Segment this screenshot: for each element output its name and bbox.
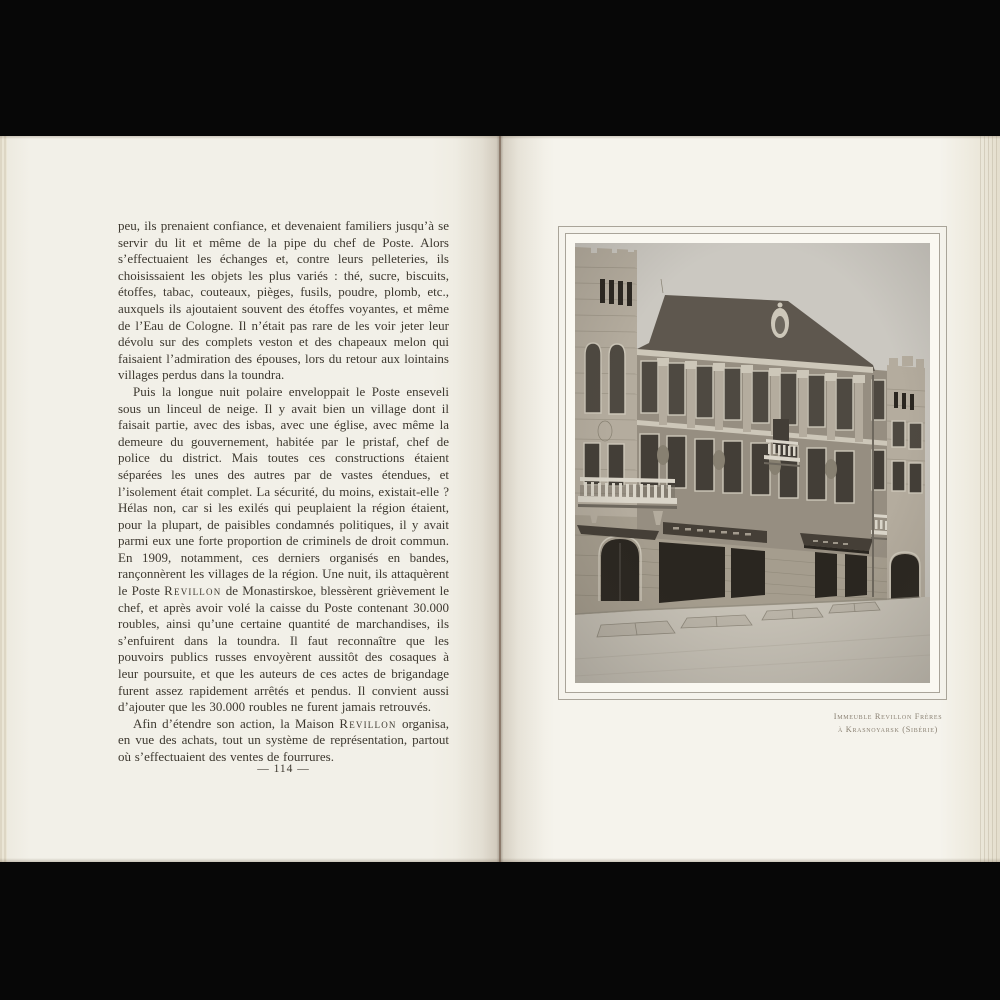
building-photo-illustration (575, 243, 930, 683)
page-bottom-edge (0, 858, 500, 862)
plate-caption-line1: Immeuble Revillon Frères (833, 712, 943, 721)
photo-plate (558, 226, 947, 700)
book-spread (0, 136, 1000, 862)
photo-plate-inner-frame (565, 233, 940, 693)
page-top-edge (500, 136, 1000, 139)
paragraph: peu, ils prenaient confiance, et devenaient familiers jusqu’à se servir du lit et même de la pipe du chef de Poste. Alors s’effectuaient les échanges et, contre leurs pelleteries, ils choisissaient les objets les plus variés : thé, sucre, biscuits, étoffes, tabac, couteaux, pièges, fusils, poudre, plomb, etc., auxquels ils ajoutaient souvent des étoffes voyantes, et même de l’Eau de Cologne. Il n’était pas rare de les voir jeter leur dévolu sur des complets veston et des chapeaux melon qui faisaient l’admiration des épouses, lors du retour aux lointains villages perdus dans la toundra. (118, 218, 449, 383)
paragraph: Afin d’étendre son action, la Maison Revillon organisa, en vue des achats, tout un système de représentation, partout où s’effectuaient des ventes de fourrures. (118, 715, 449, 764)
left-page (0, 136, 500, 862)
page-edge-stack-right (980, 136, 1000, 862)
body-text (118, 218, 449, 766)
plate-caption (818, 710, 958, 736)
plate-caption-line2: à Krasnoyarsk (Sibérie) (837, 725, 939, 734)
photo-vignette (575, 243, 930, 683)
building-photograph (575, 243, 930, 683)
spine-crease (499, 136, 501, 862)
right-page (500, 136, 1000, 862)
page-edge-stack-left (0, 136, 7, 862)
page-bottom-edge (500, 858, 1000, 862)
page-number: — 114 — (257, 763, 310, 775)
paragraph: Puis la longue nuit polaire enveloppait le Poste enseveli sous un linceul de neige. Il y avait bien un village dont il faisait partie, avec des isbas, avec une église, avec même la demeure du gouvernement, habitée par le pristaf, chef de police du district. Mais toutes ces constructions étaient séparées les unes des autres par de vastes étendues, et l’isolement était complet. La sécurité, du moins, existait-elle ? Hélas non, car si les exilés qui peuplaient la région étaient, pour la plupart, de paisibles condamnés politiques, il y avait parmi eux une forte proportion de criminels de droit commun. En 1909, notamment, ces derniers organisés en bandes, rançonnèrent les villages de la région. Une nuit, ils attaquèrent le Poste Revillon de Monastirskoe, blessèrent grièvement le chef, et après avoir volé la caisse du Poste contenant 30.000 roubles, ainsi qu’une certaine quantité de marchandises, ils s’enfuirent dans la toundra. Il faut reconnaître que les pouvoirs publics russes envoyèrent aussitôt des cosaques à leur poursuite, et que les auteurs de ces actes de brigandage furent assez rapidement arrêtés et pendus. Il convient aussi d’ajouter que les 30.000 roubles ne furent jamais retrouvés. (118, 383, 449, 715)
page-top-edge (0, 136, 500, 139)
